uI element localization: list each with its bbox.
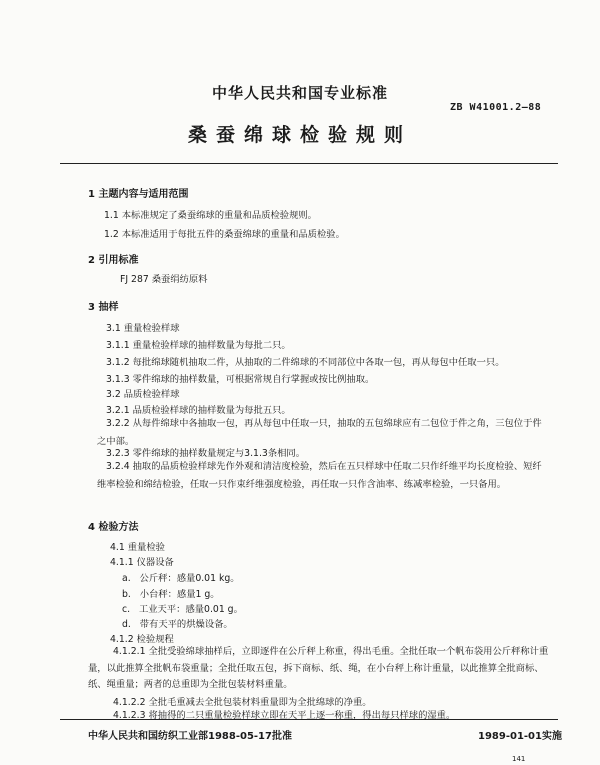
equipment-item	[122, 573, 240, 585]
clause-3-2-2: 3.2.2 从每件绵球中各抽取一包，再从每包中任取一只，抽取的五包绵球应有二包位于件之角，三包位于件之中部。	[97, 418, 542, 447]
approval-line: 中华人民共和国纺织工业部1988-05-17批准	[88, 731, 292, 742]
section-2-heading: 2 引用标准	[88, 255, 139, 266]
equipment-item	[122, 589, 220, 601]
equipment-item	[122, 604, 243, 616]
clause-3-2-1: 3.2.1 品质检验样球的抽样数量为每批五只。	[106, 405, 291, 416]
clause-3-1-1: 3.1.1 重量检验样球的抽样数量为每批二只。	[106, 340, 291, 351]
clause-1-1: 1.1 本标准规定了桑蚕绵球的重量和品质检验规则。	[104, 210, 317, 221]
clause-3-2-4: 3.2.4 抽取的品质检验样球先作外观和清洁度检验，然后在五只样球中任取二只作纤维平均长度检验、短纤维率检验和绵结检验，任取一只作束纤维强度检验，再任取一只作含油率、练减率检验，一只备用。	[97, 461, 542, 490]
section-3-heading: 3 抽样	[88, 302, 119, 313]
equipment-item-mark: d.	[122, 619, 131, 630]
clause-4-1-1: 4.1.1 仪器设备	[110, 557, 174, 568]
clause-1-2: 1.2 本标准适用于每批五件的桑蚕绵球的重量和品质检验。	[104, 229, 345, 240]
clause-3-1: 3.1 重量检验样球	[106, 323, 180, 334]
clause-3-1-2: 3.1.2 每批绵球随机抽取二件，从抽取的二件绵球的不同部位中各取一包，再从每包中任取一只。	[106, 357, 505, 368]
clause-4-1-2-3: 4.1.2.3 将抽得的二只重量检验样球立即在天平上逐一称重，得出每只样球的湿重。	[113, 710, 456, 721]
clause-3-2: 3.2 品质检验样球	[106, 389, 180, 400]
footer-divider	[60, 719, 558, 720]
equipment-item-text: 公斤秤：感量0.01 kg。	[139, 573, 240, 584]
equipment-item-text: 带有天平的烘燥设备。	[139, 619, 233, 630]
standard-code: ZB W41001.2—88	[450, 102, 542, 113]
clause-4-1: 4.1 重量检验	[110, 542, 165, 553]
section-4-heading: 4 检验方法	[88, 522, 139, 533]
equipment-item-mark: b.	[122, 589, 131, 600]
header-divider	[60, 163, 558, 164]
standard-title: 中华人民共和国专业标准	[211, 84, 388, 102]
document-title: 桑蚕绵球检验规则	[187, 124, 412, 146]
section-1-heading: 1 主题内容与适用范围	[88, 189, 189, 200]
equipment-item-text: 小台秤：感量1 g。	[139, 589, 220, 600]
equipment-item-text: 工业天平：感量0.01 g。	[138, 604, 243, 615]
equipment-item-mark: a.	[122, 573, 131, 584]
equipment-item	[122, 619, 233, 631]
clause-4-1-2-2: 4.1.2.2 全批毛重减去全批包装材料重量即为全批绵球的净重。	[113, 697, 372, 708]
clause-4-1-2: 4.1.2 检验规程	[110, 634, 174, 645]
equipment-item-mark: c.	[122, 604, 131, 615]
clause-4-1-2-1: 4.1.2.1 全批受验绵球抽样后，立即逐件在公斤秤上称重，得出毛重。全批任取一个帆布袋用公斤秤称计重量，以此推算全批帆布袋重量；全批任取五包，拆下商标、纸、绳，在小台秤上称计重量，以此推算全批商标、纸、绳重量；两者的总重即为全批包装材料重量。	[88, 646, 549, 690]
clause-3-2-3: 3.2.3 零件绵球的抽样数量规定与3.1.3条相同。	[106, 448, 306, 459]
page-number: 141	[512, 755, 526, 763]
clause-3-1-3: 3.1.3 零件绵球的抽样数量，可根据常规自行掌握或按比例抽取。	[106, 374, 375, 385]
effective-date: 1989-01-01实施	[478, 731, 562, 742]
reference-fj287: FJ 287 桑蚕绢纺原料	[120, 274, 208, 285]
